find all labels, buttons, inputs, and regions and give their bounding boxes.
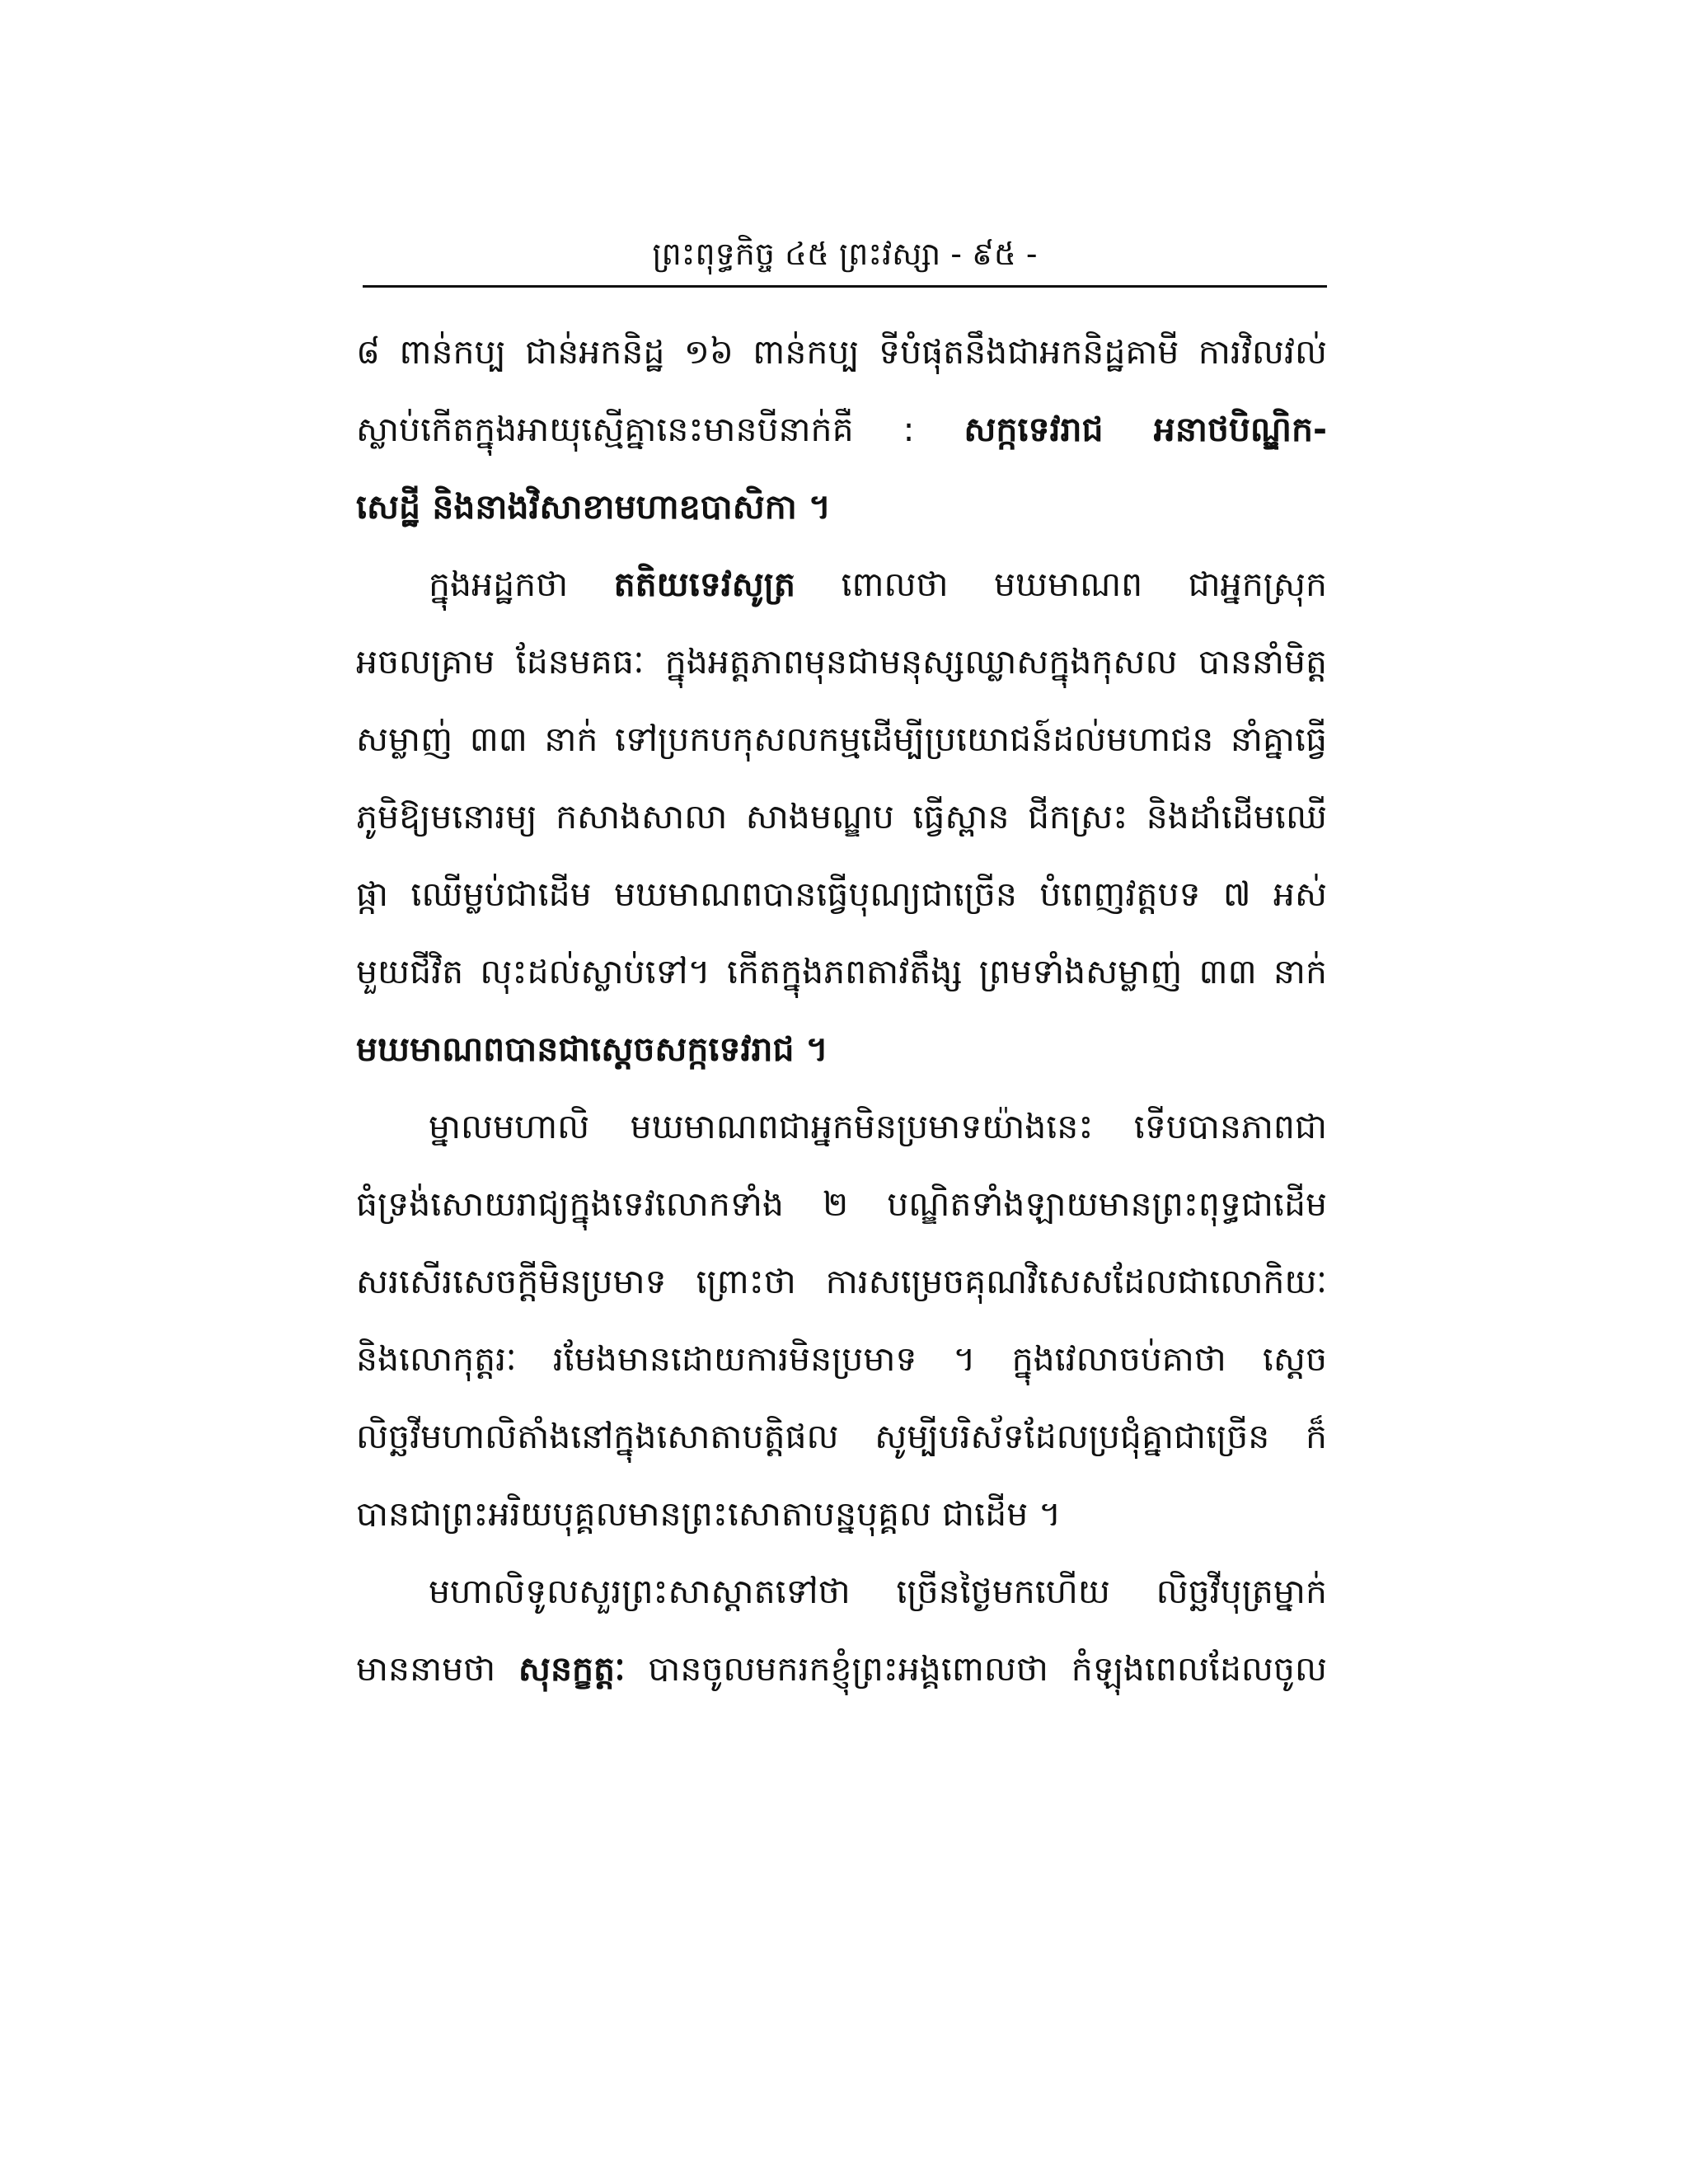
bold-text-segment: សេដ្ឋី និងនាងវិសាខាមហាឧបាសិកា ។ (356, 487, 832, 527)
text-segment: ផ្កា ឈើម្លប់ជាដើម មឃមាណពបានធ្វើបុណ្យជាច្រើន បំពេញវត្តបទ ៧ អស់ (356, 874, 1327, 914)
body-text (356, 313, 1327, 1708)
text-line (356, 391, 1327, 468)
text-line (356, 1088, 1327, 1165)
text-segment: ស្លាប់កើតក្នុងអាយុស្មើគ្នានេះមានបីនាក់គឺ : (356, 410, 964, 449)
text-line (356, 1553, 1327, 1630)
text-line (356, 623, 1327, 701)
text-line (356, 933, 1327, 1010)
text-segment: ភូមិឱ្យមនោរម្យ កសាងសាលា សាងមណ្ឌប ធ្វើស្ពាន ជីកស្រះ និងដាំដើមឈើ (356, 797, 1327, 837)
text-segment: បានចូលមករកខ្ញុំព្រះអង្គពោលថា កំឡុងពេលដែលចូល (625, 1649, 1327, 1689)
text-segment: លិច្ឆវីមហាលិតាំងនៅក្នុងសោតាបត្តិផល សូម្បីបរិស័ទដែលប្រជុំគ្នាជាច្រើន ក៏ (356, 1417, 1327, 1456)
text-segment: អចលគ្រាម ដែនមគធៈ ក្នុងអត្តភាពមុនជាមនុស្សឈ្លាសក្នុងកុសល បាននាំមិត្ត (356, 642, 1327, 682)
text-line (356, 313, 1327, 391)
text-segment: មហាលិទូលសួរព្រះសាស្ដាតទៅថា ច្រើនថ្ងៃមកហើយ លិច្ឆវីបុត្រម្នាក់ (429, 1572, 1327, 1611)
text-line (356, 701, 1327, 778)
bold-text-segment: តតិយទេវសូត្រ (613, 565, 796, 604)
text-line (356, 855, 1327, 933)
text-line (356, 778, 1327, 855)
text-line (356, 1320, 1327, 1398)
text-segment: និងលោកុត្តរៈ រមែងមានដោយការមិនប្រមាទ ។ ក្នុងវេលាចប់គាថា ស្ដេច (356, 1339, 1327, 1379)
text-segment: ធំទ្រង់សោយរាជ្យក្នុងទេវលោកទាំង ២ បណ្ឌិតទាំងឡាយមានព្រះពុទ្ធជាដើម (356, 1184, 1327, 1224)
text-line (356, 1243, 1327, 1320)
text-line (356, 1165, 1327, 1243)
text-segment: ម្នាលមហាលិ មឃមាណពជាអ្នកមិនប្រមាទយ៉ាងនេះ ទើបបានភាពជា (429, 1107, 1327, 1146)
text-line (356, 1010, 1327, 1088)
text-line (356, 1398, 1327, 1475)
text-segment: បានជាព្រះអរិយបុគ្គលមានព្រះសោតាបន្នបុគ្គល ជាដើម ។ (356, 1494, 1062, 1534)
text-line (356, 1630, 1327, 1708)
text-line (356, 1475, 1327, 1553)
text-segment: សរសើរសេចក្ដីមិនប្រមាទ ព្រោះថា ការសម្រេចគុណវិសេសដែលជាលោកិយៈ (356, 1262, 1327, 1301)
text-segment: មាននាមថា (356, 1649, 518, 1689)
running-header: ព្រះពុទ្ធកិច្ច ៤៥ ព្រះវស្សា - ៩៥ - (652, 236, 1038, 272)
text-segment: ពោលថា មឃមាណព ជាអ្នកស្រុក (795, 565, 1327, 604)
text-segment: មួយជីវិត លុះដល់ស្លាប់ទៅ។ កើតក្នុងភពតាវតឹង្ស ព្រមទាំងសម្លាញ់ ៣៣ នាក់ (356, 952, 1327, 991)
text-line (356, 546, 1327, 623)
text-segment: ៨ ពាន់កប្ប ជាន់អកនិដ្ឋ ១៦ ពាន់កប្ប ទីបំផុតនឹងជាអកនិដ្ឋគាមី ការវិលវល់ (356, 332, 1327, 372)
text-line (356, 468, 1327, 546)
header-rule (363, 285, 1327, 288)
text-segment: សម្លាញ់ ៣៣ នាក់ ទៅប្រកបកុសលកម្មដើម្បីប្រយោជន៍ដល់មហាជន នាំគ្នាធ្វើ (356, 719, 1327, 759)
bold-text-segment: មឃមាណពបានជាស្ដេចសក្កទេវរាជ ។ (356, 1029, 828, 1069)
bold-text-segment: សុនក្ខត្តៈ (518, 1649, 626, 1689)
bold-text-segment: សក្កទេវរាជ អនាថបិណ្ឌិក- (964, 410, 1327, 449)
text-segment: ក្នុងអដ្ឋកថា (429, 565, 614, 604)
